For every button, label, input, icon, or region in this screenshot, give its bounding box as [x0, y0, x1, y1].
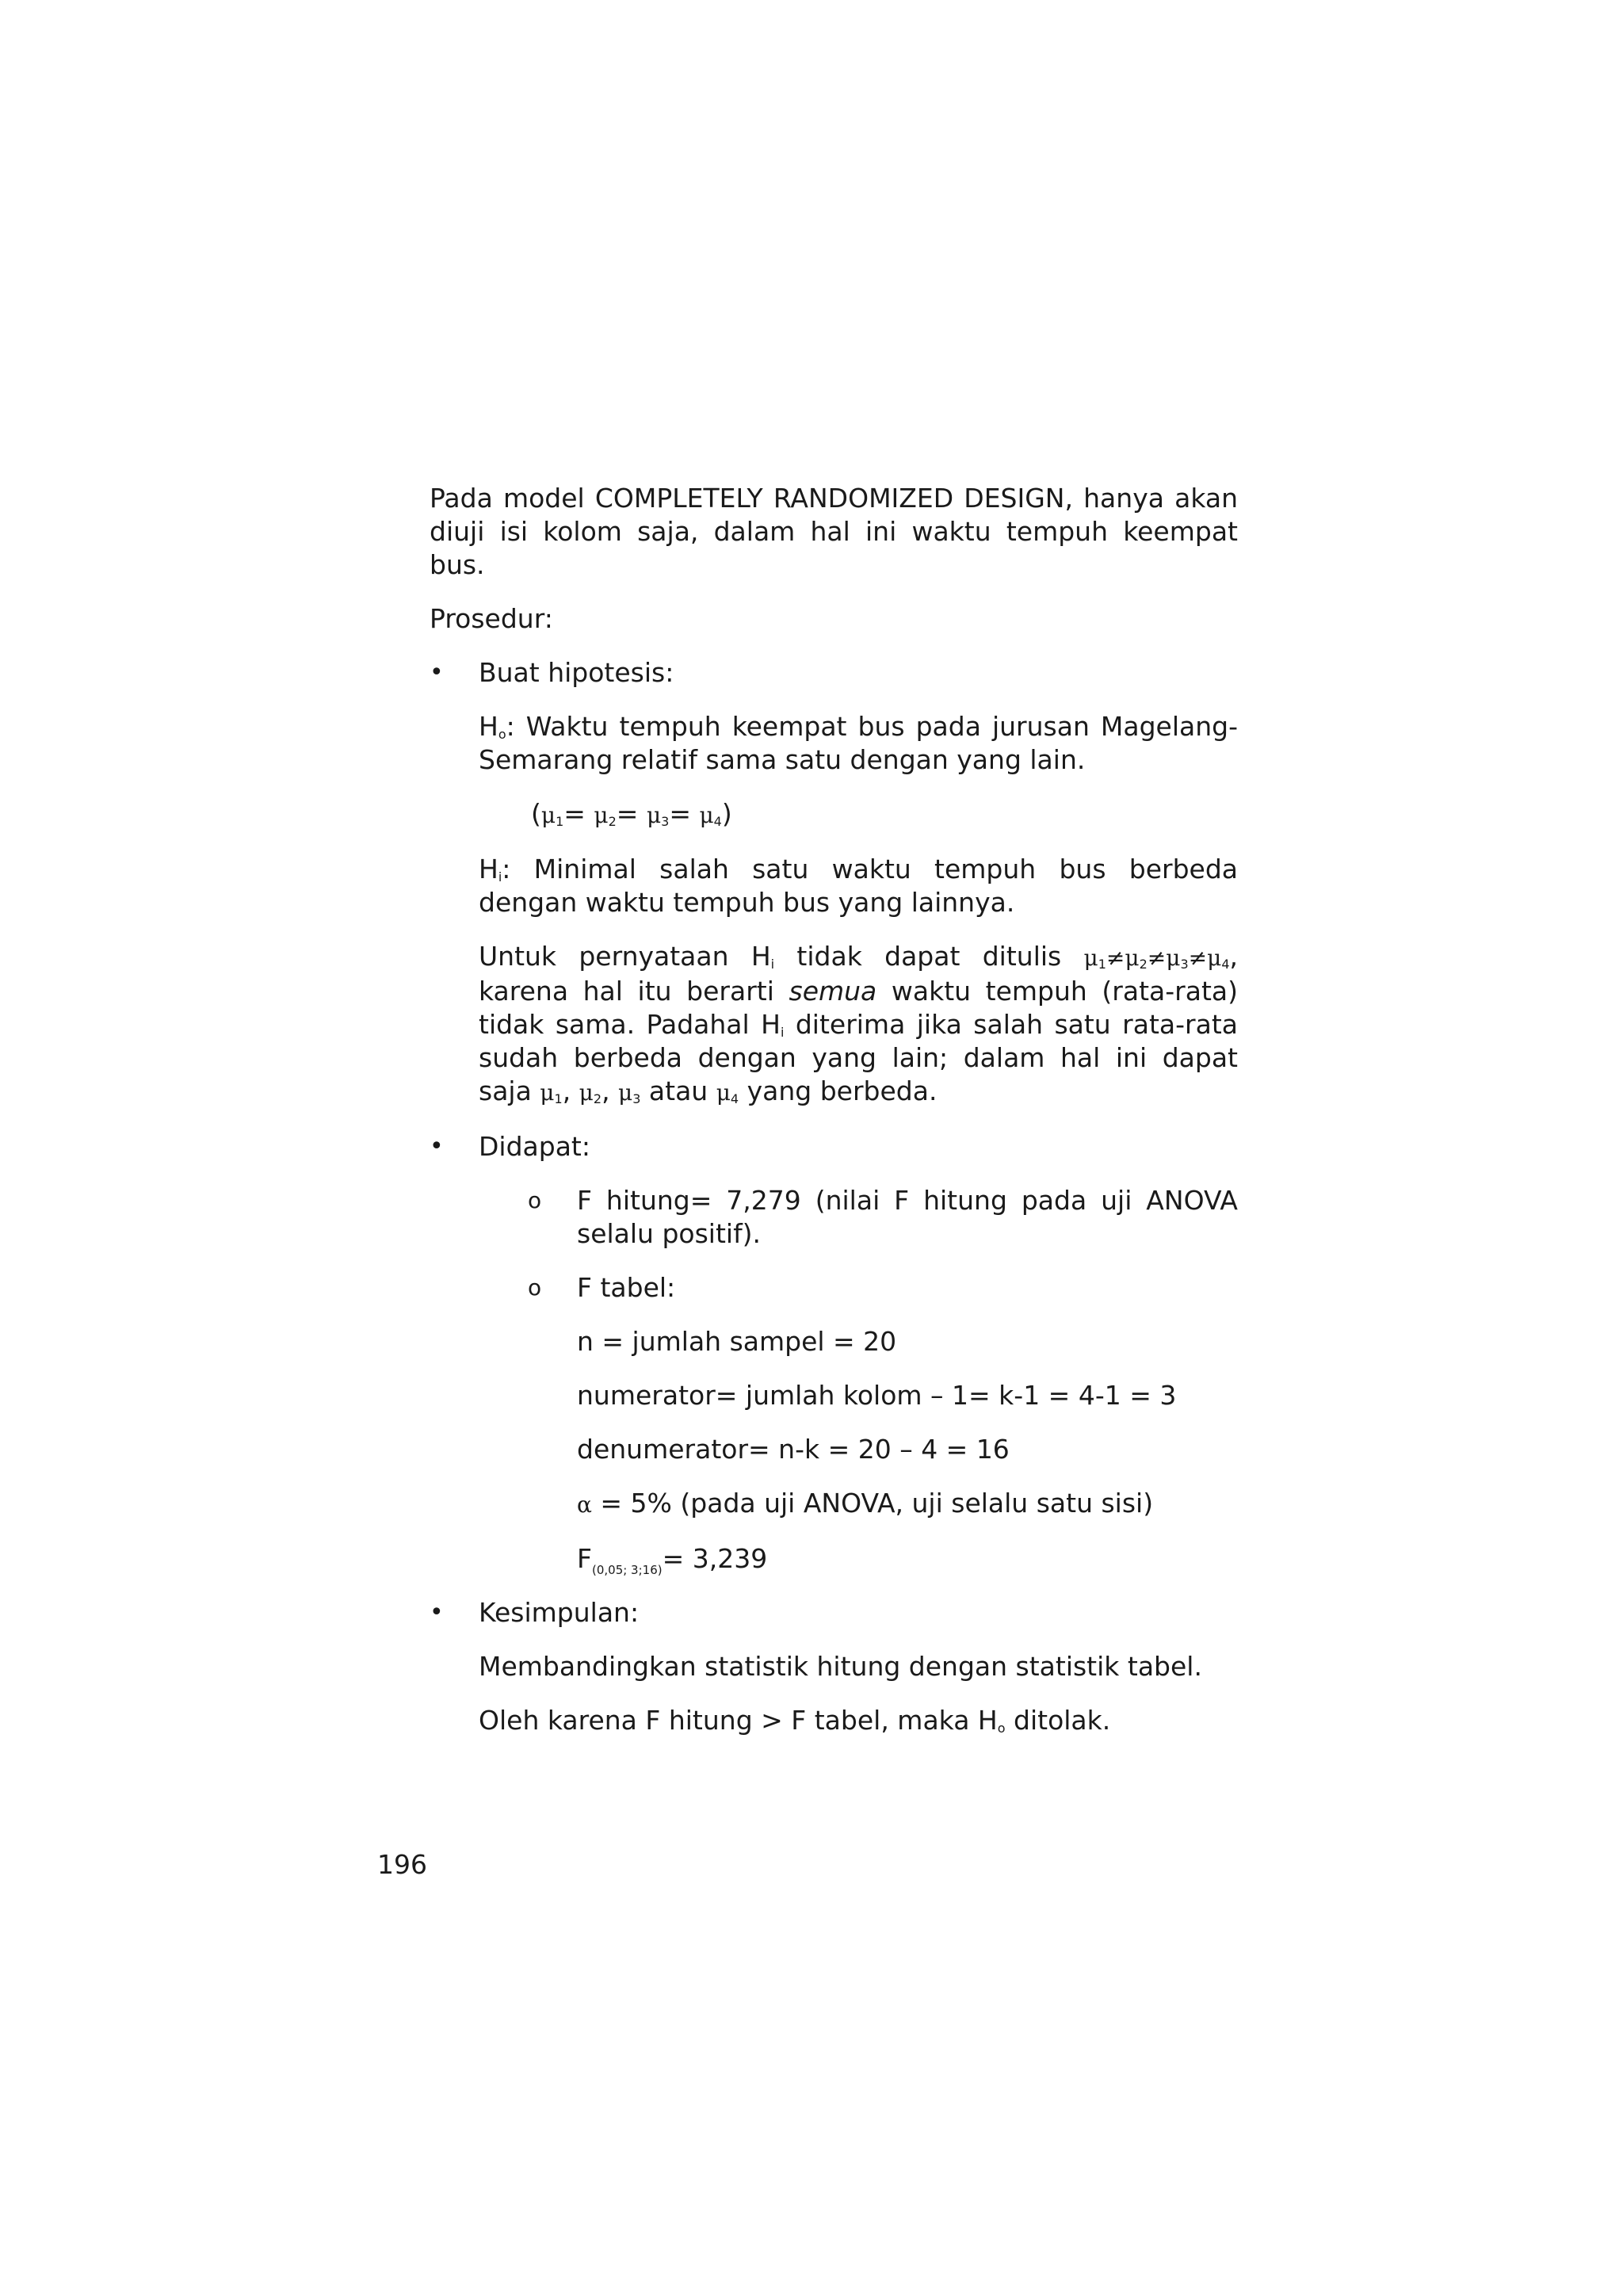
didapat-label: Didapat: — [479, 1131, 590, 1162]
mu-equality — [430, 797, 1238, 832]
mu-symbol: μ — [579, 1079, 594, 1106]
hi-sub: i — [498, 869, 502, 884]
note-text: Untuk pernyataan H — [479, 941, 771, 972]
note-sub: i — [770, 957, 775, 972]
note-text: diterima jika salah satu rata-rata sudah berbeda dengan yang lain; dalam hal ini dapat saja — [479, 1009, 1238, 1106]
mu-sub: 2 — [593, 1091, 602, 1106]
mu-symbol: μ — [540, 1079, 555, 1106]
mu-sub: 2 — [1139, 957, 1148, 972]
note-italic: semua — [789, 976, 877, 1007]
equals: = — [669, 798, 700, 829]
prosedur-label: Prosedur: — [430, 603, 553, 634]
alpha-symbol: α — [577, 1492, 592, 1518]
kesimpulan-line1: Membandingkan statistik hitung dengan statistik tabel. — [479, 1651, 1202, 1682]
kesimpulan-text: Oleh karena F hitung > F tabel, maka H — [479, 1705, 998, 1736]
alpha-text: = 5% (pada uji ANOVA, uji selalu satu sisi) — [591, 1488, 1154, 1519]
f-hitung-text: F hitung= 7,279 (nilai F hitung pada uji ANOVA selalu positif). — [577, 1185, 1238, 1249]
intro-paragraph: Pada model COMPLETELY RANDOMIZED DESIGN, hanya akan diuji isi kolom saja, dalam hal ini waktu tempuh keempat bus. — [430, 483, 1238, 580]
bullet-kesimpulan — [430, 1596, 1238, 1629]
note-text: tidak dapat ditulis — [774, 941, 1084, 972]
bullet-dot: • — [430, 1599, 444, 1626]
circle-bullet: o — [528, 1187, 542, 1213]
note-text: yang berbeda. — [739, 1075, 938, 1106]
denumerator-line: denumerator= n-k = 20 – 4 = 16 — [577, 1434, 1010, 1465]
mu-sub: 1 — [1098, 957, 1106, 972]
alpha-line — [430, 1487, 1238, 1522]
hi-letter: H — [479, 854, 498, 884]
f-sub: (0,05; 3;16) — [591, 1563, 663, 1577]
hi-statement — [430, 853, 1238, 919]
equals: = — [563, 798, 594, 829]
f-tabel-item — [430, 1271, 1238, 1305]
neq-symbol: ≠ — [1106, 945, 1125, 971]
kesimpulan-line2 — [430, 1704, 1238, 1737]
mu-symbol: μ — [646, 802, 662, 828]
mu-sub: 4 — [730, 1091, 739, 1106]
bullet-didapat — [430, 1130, 1238, 1163]
mu-symbol: μ — [699, 802, 714, 828]
hi-text: : Minimal salah satu waktu tempuh bus berbeda dengan waktu tempuh bus yang lainnya. — [479, 854, 1238, 918]
mu-sub: 1 — [554, 1091, 563, 1106]
mu-sub: 4 — [1221, 957, 1230, 972]
hi-note — [430, 940, 1238, 1110]
h0-sub: o — [498, 727, 506, 742]
mu-symbol: μ — [1207, 945, 1222, 971]
mu-symbol: μ — [716, 1079, 731, 1106]
paren-close: ) — [721, 798, 732, 829]
note-text: , — [601, 1075, 619, 1106]
equals: = — [616, 798, 647, 829]
mu-symbol: μ — [618, 1079, 633, 1106]
f-value: = 3,239 — [662, 1543, 768, 1574]
note-sub: i — [780, 1025, 785, 1040]
mu-symbol: μ — [540, 802, 556, 828]
hipotesis-label: Buat hipotesis: — [479, 657, 674, 688]
mu-symbol: μ — [1083, 945, 1098, 971]
f-tabel-label: F tabel: — [577, 1272, 676, 1303]
bullet-dot: • — [430, 1133, 444, 1160]
mu-symbol: μ — [594, 802, 609, 828]
h0-sub: o — [997, 1721, 1006, 1736]
numerator-line: numerator= jumlah kolom – 1= k-1 = 4-1 = 3 — [577, 1380, 1177, 1411]
f-letter: F — [577, 1543, 592, 1574]
n-line: n = jumlah sampel = 20 — [577, 1326, 897, 1357]
h0-letter: H — [479, 711, 498, 742]
neq-symbol: ≠ — [1147, 945, 1167, 971]
mu-sub: 1 — [556, 814, 564, 829]
mu-symbol: μ — [1125, 945, 1140, 971]
h0-statement — [430, 710, 1238, 777]
note-text: waktu tempuh (rata-rata) tidak sama. Padahal H — [479, 976, 1238, 1040]
bullet-dot: • — [430, 659, 444, 686]
page-content — [430, 482, 1238, 1758]
mu-sub: 3 — [1180, 957, 1189, 972]
h0-text: : Waktu tempuh keempat bus pada jurusan Magelang-Semarang relatif sama satu dengan yang lain. — [479, 711, 1238, 775]
mu-sub: 2 — [608, 814, 617, 829]
mu-sub: 3 — [632, 1091, 641, 1106]
note-text: atau — [640, 1075, 716, 1106]
neq-symbol: ≠ — [1188, 945, 1208, 971]
page-number: 196 — [377, 1849, 427, 1880]
bullet-hipotesis — [430, 656, 1238, 690]
note-text: , — [562, 1075, 579, 1106]
mu-sub: 4 — [713, 814, 722, 829]
note-text: , karena hal itu berarti — [479, 941, 1238, 1007]
mu-symbol: μ — [1166, 945, 1181, 971]
f-table-value-line — [430, 1542, 1238, 1576]
kesimpulan-text: ditolak. — [1005, 1705, 1111, 1736]
kesimpulan-label: Kesimpulan: — [479, 1597, 640, 1628]
f-hitung-item — [430, 1184, 1238, 1251]
paren-open: ( — [531, 798, 541, 829]
mu-sub: 3 — [661, 814, 670, 829]
circle-bullet: o — [528, 1274, 542, 1301]
